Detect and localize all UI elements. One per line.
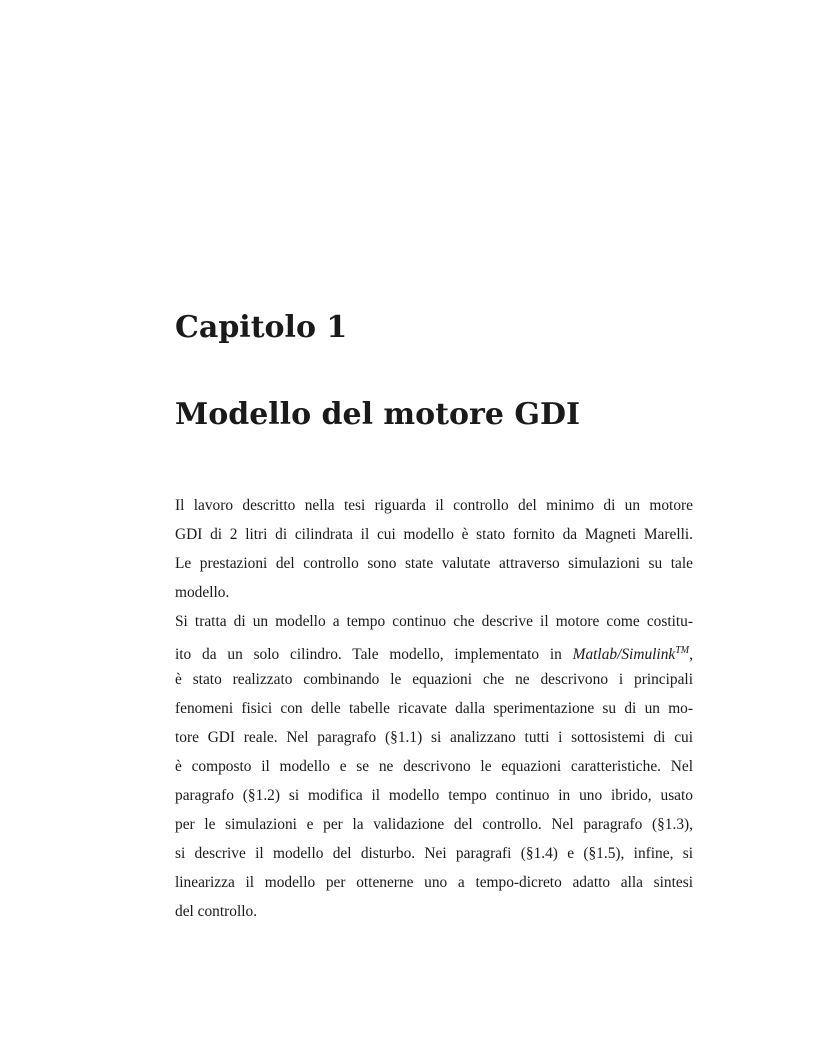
body-line-6-trailing: , — [689, 646, 693, 663]
body-line-9: tore GDI reale. Nel paragrafo (§1.1) si analizzano tutti i sottosistemi di cui — [175, 729, 693, 746]
body-line-6-text: ito da un solo cilindro. Tale modello, implementato in — [175, 646, 573, 663]
body-paragraphs — [175, 491, 693, 926]
body-line-15: del controllo. — [175, 903, 258, 920]
body-line-1: Il lavoro descritto nella tesi riguarda il controllo del minimo di un motore — [175, 497, 693, 514]
body-line-13: si descrive il modello del disturbo. Nei paragrafi (§1.4) e (§1.5), infine, si — [175, 845, 693, 862]
body-line-4: modello. — [175, 584, 230, 601]
body-line-8: fenomeni fisici con delle tabelle ricavate dalla sperimentazione su di un mo- — [175, 700, 693, 717]
trademark-superscript: TM — [675, 645, 690, 656]
body-line-6 — [175, 636, 693, 665]
body-line-3: Le prestazioni del controllo sono state valutate attraverso simulazioni su tale — [175, 555, 693, 572]
body-line-10: è composto il modello e se ne descrivono le equazioni caratteristiche. Nel — [175, 758, 693, 775]
body-line-2: GDI di 2 litri di cilindrata il cui modello è stato fornito da Magneti Marelli. — [175, 526, 693, 543]
chapter-title: Modello del motore GDI — [175, 397, 581, 432]
chapter-label: Capitolo 1 — [175, 310, 348, 345]
body-line-14: linearizza il modello per ottenerne uno a tempo-dicreto adatto alla sintesi — [175, 874, 693, 891]
body-line-11: paragrafo (§1.2) si modifica il modello tempo continuo in uno ibrido, usato — [175, 787, 693, 804]
body-line-5: Si tratta di un modello a tempo continuo che descrive il motore come costitu- — [175, 613, 693, 630]
body-line-12: per le simulazioni e per la validazione del controllo. Nel paragrafo (§1.3), — [175, 816, 693, 833]
software-name: Matlab/Simulink — [572, 646, 676, 663]
body-line-7: è stato realizzato combinando le equazioni che ne descrivono i principali — [175, 671, 693, 688]
